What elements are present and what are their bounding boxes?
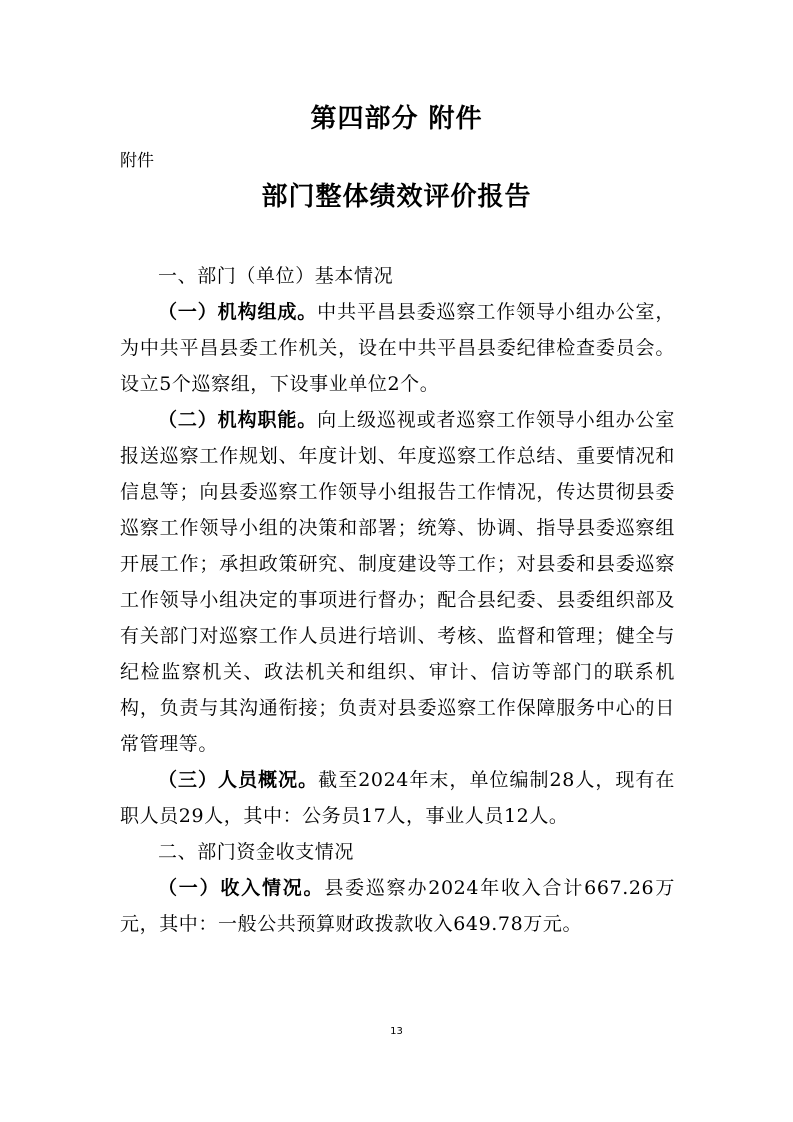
paragraph-lead: （一）机构组成。	[158, 301, 318, 323]
section-heading: 二、部门资金收支情况	[158, 841, 355, 863]
paragraph-text: 截至2024年末，单位编制28人，现有在职人员29人，其中：公务员17人，事业人员12人。	[120, 769, 676, 827]
paragraph-text: 中共平昌县委巡察工作领导小组办公室，为中共平昌县委工作机关，设在中共平昌县委纪律检查委员会。设立5个巡察组，下设事业单位2个。	[120, 301, 675, 395]
attachment-label: 附件	[120, 151, 154, 171]
paragraph-lead: （二）机构职能。	[158, 409, 318, 431]
page-number: 13	[390, 1026, 403, 1037]
paragraph-organization	[120, 294, 675, 402]
paragraph-lead: （三）人员概况。	[158, 769, 319, 791]
paragraph-text: 县委巡察办2024年收入合计667.26万元，其中：一般公共预算财政拨款收入649.78万元。	[120, 877, 675, 935]
section-heading: 一、部门（单位）基本情况	[158, 265, 394, 287]
part-title: 第四部分 附件	[310, 104, 483, 134]
paragraph-text: 向上级巡视或者巡察工作领导小组办公室报送巡察工作规划、年度计划、年度巡察工作总结、重要情况和信息等；向县委巡察工作领导小组报告工作情况，传达贯彻县委巡察工作领导小组的决策和部署；统筹、协调、指导县委巡察组开展工作；承担政策研究、制度建设等工作；对县委和县委巡察工作领导小组决定的事项进行督办；配合县纪委、县委组织部及有关部门对巡察工作人员进行培训、考核、监督和管理；健全与纪检监察机关、政法机关和组织、审计、信访等部门的联系机构，负责与其沟通衔接；负责对县委巡察工作保障服务中心的日常管理等。	[120, 409, 675, 755]
document-body	[120, 258, 675, 942]
paragraph-functions	[120, 402, 675, 762]
paragraph-personnel	[120, 762, 675, 834]
paragraph-income	[120, 870, 675, 942]
paragraph-lead: （一）收入情况。	[158, 877, 325, 899]
report-title: 部门整体绩效评价报告	[261, 182, 532, 212]
